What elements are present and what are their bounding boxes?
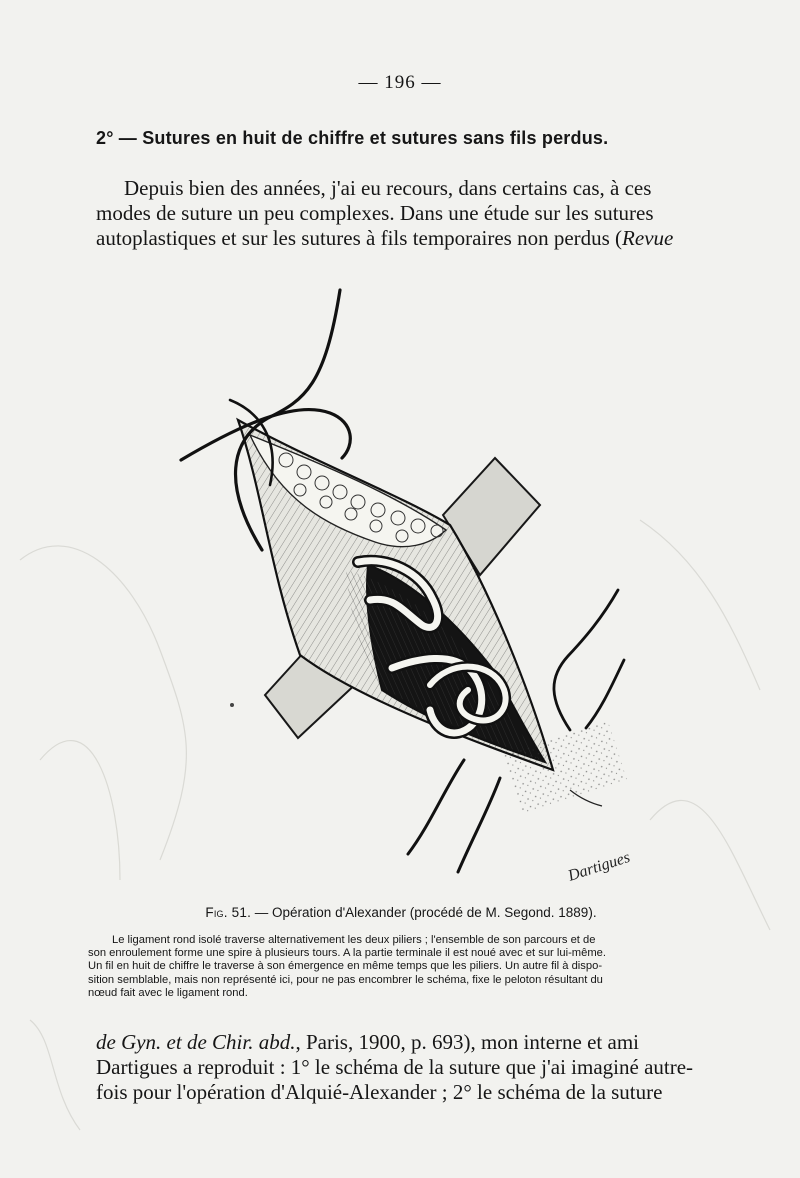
caption-note-line-5: nœud fait avec le ligament rond. bbox=[88, 986, 248, 999]
paragraph-top-line-3-text: autoplastiques et sur les sutures à fils temporaires non perdus ( bbox=[96, 226, 623, 250]
suture-thread-right-2 bbox=[586, 660, 624, 728]
figure-title: — Opération d'Alexander (procédé de M. Segond. 1889). bbox=[251, 905, 597, 920]
figure-number: Fig. 51. bbox=[205, 905, 252, 920]
journal-name-start: Revue bbox=[622, 226, 674, 250]
artist-signature: Dartigues bbox=[565, 848, 633, 885]
figure-caption bbox=[86, 905, 716, 920]
suture-thread-lower-2 bbox=[458, 778, 500, 872]
paragraph-bottom-line-1 bbox=[96, 1030, 708, 1055]
caption-note-line-3: Un fil en huit de chiffre le traverse à son émergence en même temps que les piliers. Un autre fil à dispo- bbox=[88, 960, 603, 973]
page-number: — 196 — bbox=[358, 72, 442, 93]
surgical-figure bbox=[150, 280, 650, 900]
caption-note-line-4: sition semblable, mais non représenté ici, pour ne pas encombrer le schéma, fixe le peloton résultant du bbox=[88, 973, 603, 986]
paragraph-top bbox=[96, 176, 708, 251]
suture-thread-lower-1 bbox=[408, 760, 464, 854]
paragraph-top-line-2: modes de suture un peu complexes. Dans une étude sur les sutures bbox=[96, 201, 654, 225]
suture-thread-right-1 bbox=[554, 590, 618, 730]
paragraph-top-line-1: Depuis bien des années, j'ai eu recours, dans certains cas, à ces bbox=[124, 176, 652, 200]
caption-note-line-1: Le ligament rond isolé traverse alternativement les deux piliers ; l'ensemble de son parcours et de bbox=[112, 934, 596, 946]
surgical-illustration bbox=[150, 280, 650, 900]
paragraph-bottom-line-3: fois pour l'opération d'Alquié-Alexander ; 2° le schéma de la suture bbox=[96, 1080, 663, 1104]
paragraph-bottom-line-2: Dartigues a reproduit : 1° le schéma de la suture que j'ai imaginé autre- bbox=[96, 1055, 694, 1079]
paragraph-bottom-line-1-text: , Paris, 1900, p. 693), mon interne et ami bbox=[295, 1030, 640, 1054]
paragraph-top-line-3 bbox=[96, 226, 708, 251]
journal-name-end: de Gyn. et de Chir. abd. bbox=[96, 1030, 296, 1054]
caption-note-line-2: son enroulement forme une spire à plusieurs tours. A la partie terminale il est noué avec et sur lui-même. bbox=[88, 947, 606, 960]
section-heading: 2° — Sutures en huit de chiffre et sutures sans fils perdus. bbox=[96, 128, 609, 148]
paragraph-bottom bbox=[96, 1030, 708, 1105]
figure-caption-note bbox=[88, 934, 710, 1000]
small-mark bbox=[230, 703, 234, 707]
